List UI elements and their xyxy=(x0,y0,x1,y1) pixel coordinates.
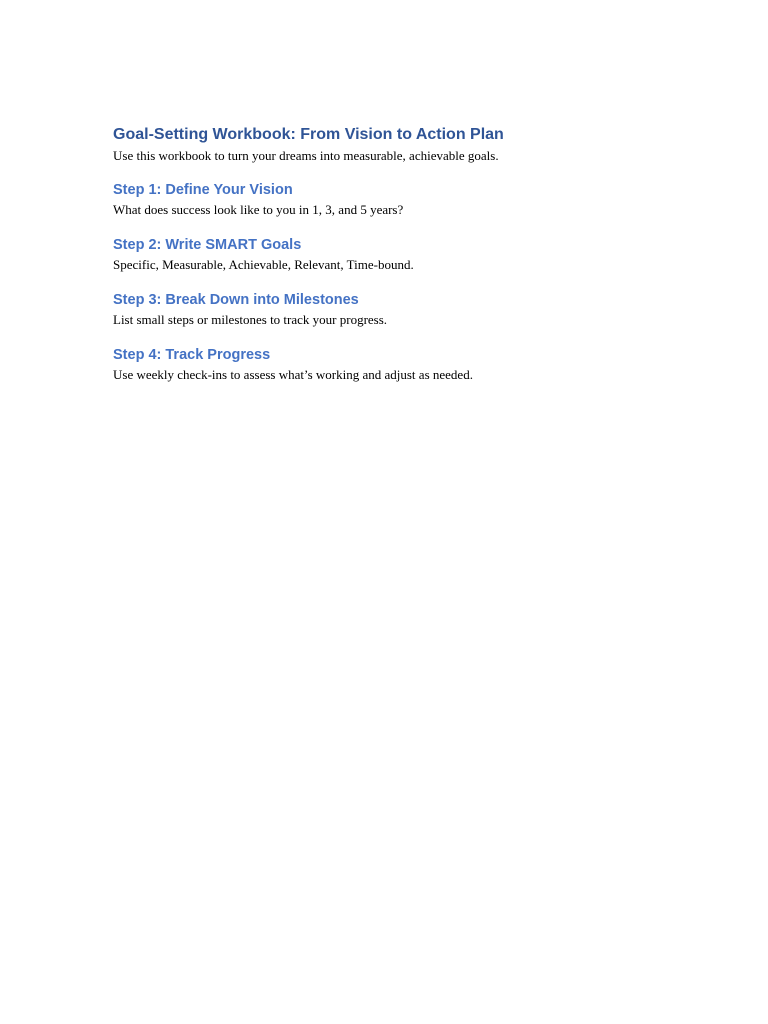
step-text-2: Specific, Measurable, Achievable, Relevant, Time-bound. xyxy=(113,257,414,272)
step-section-4 xyxy=(113,345,693,385)
step-text-3: List small steps or milestones to track your progress. xyxy=(113,312,388,327)
intro-text: Use this workbook to turn your dreams into measurable, achievable goals. xyxy=(113,148,499,163)
step-section-3 xyxy=(113,290,693,330)
step-section-1 xyxy=(113,180,693,220)
step-heading-1: Step 1: Define Your Vision xyxy=(113,182,293,198)
document-title: Goal-Setting Workbook: From Vision to Action Plan xyxy=(113,126,504,143)
step-text-1: What does success look like to you in 1, 3, and 5 years? xyxy=(113,202,404,217)
step-heading-2: Step 2: Write SMART Goals xyxy=(113,237,302,253)
document-page xyxy=(113,124,693,385)
step-heading-3: Step 3: Break Down into Milestones xyxy=(113,292,359,308)
step-text-4: Use weekly check-ins to assess what’s working and adjust as needed. xyxy=(113,367,473,382)
step-heading-4: Step 4: Track Progress xyxy=(113,347,271,363)
step-section-2 xyxy=(113,235,693,275)
